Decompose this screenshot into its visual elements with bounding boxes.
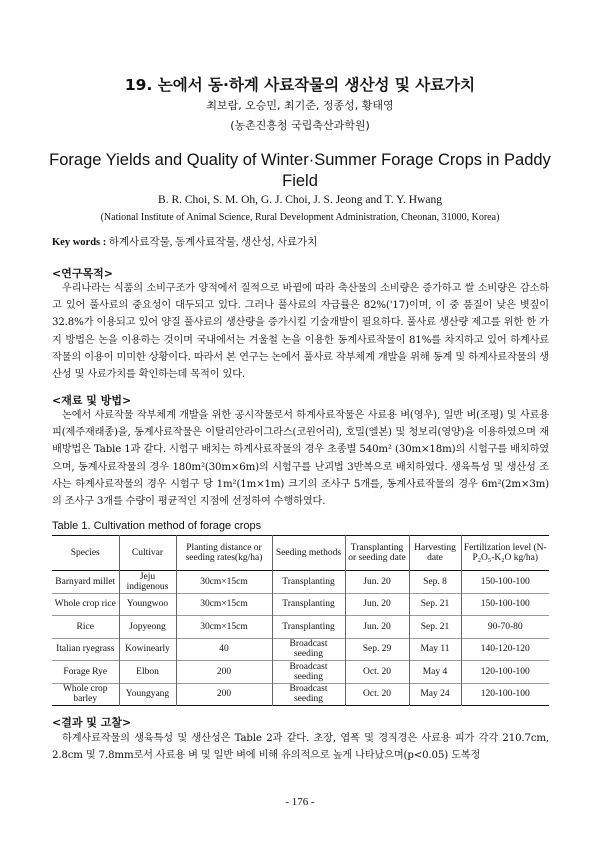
table-cell: Transplanting xyxy=(272,593,345,616)
table-cell: 40 xyxy=(176,638,272,661)
table-header: Harvesting date xyxy=(409,536,461,571)
table-cell: Youngyang xyxy=(119,683,176,706)
table-cell: Forage Rye xyxy=(52,661,119,684)
table-cell: 120-100-100 xyxy=(461,661,549,684)
cultivation-table xyxy=(52,535,549,706)
table-cell: 140-120-120 xyxy=(461,638,549,661)
keywords-list: 하계사료작물, 동계사료작물, 생산성, 사료가치 xyxy=(108,237,318,248)
table-cell: Rice xyxy=(52,616,119,639)
table-cell: 90-70-80 xyxy=(461,616,549,639)
table-header: Planting distance or seeding rates(kg/ha) xyxy=(176,536,272,571)
keywords-label: Key words : xyxy=(52,237,107,248)
table-cell: 150-100-100 xyxy=(461,571,549,594)
table-row xyxy=(52,683,549,706)
table-cell: 150-100-100 xyxy=(461,593,549,616)
table-header: Cultivar xyxy=(119,536,176,571)
table-cell: 30cm×15cm xyxy=(176,616,272,639)
table-cell: Sep. 29 xyxy=(345,638,409,661)
table-cell: Elbon xyxy=(119,661,176,684)
table-header: Transplanting or seeding date xyxy=(345,536,409,571)
table-cell: May 4 xyxy=(409,661,461,684)
table-cell: Sep. 21 xyxy=(409,616,461,639)
table-cell: Barnyard millet xyxy=(52,571,119,594)
table-cell: 120-100-100 xyxy=(461,683,549,706)
table-cell: Sep. 8 xyxy=(409,571,461,594)
table-row xyxy=(52,571,549,594)
korean-title: 19. 논에서 동·하계 사료작물의 생산성 및 사료가치 xyxy=(124,76,476,94)
table-caption: Table 1. Cultivation method of forage crops xyxy=(52,520,262,532)
english-authors: B. R. Choi, S. M. Oh, G. J. Choi, J. S. Jeong and T. Y. Hwang xyxy=(158,194,442,206)
english-affiliation: (National Institute of Animal Science, Rural Development Administration, Cheonan, 31000, Korea) xyxy=(100,212,500,223)
table-cell: 30cm×15cm xyxy=(176,571,272,594)
table-cell: Transplanting xyxy=(272,571,345,594)
section-text-purpose: 우리나라는 식품의 소비구조가 양적에서 질적으로 바뀜에 따라 축산물의 소비량은 증가하고 쌀 소비량은 감소하고 있어 풀사료의 중요성이 대두되고 있다. 그러나 풀사료의 자급률은 82%('17)이며, 이 중 품질이 낮은 볏짚이 32.8%가 이용되고 있어 양질 풀사료의 생산량을 증가시킬 기술개발이 필요하다. 풀사료 생산량 제고를 위한 한 가지 방법은 논을 이용하는 것이며 국내에서는 겨울철 논을 이용한 동계사료작물이 81%를 차지하고 있어 하계사료작물의 이용이 미미한 상황이다. 따라서 본 연구는 논에서 풀사료 작부체계 개발을 위해 동계 및 하계사료작물의 생산성 및 사료가치를 확인하는데 목적이 있다. xyxy=(52,283,549,381)
table-cell: Jun. 20 xyxy=(345,593,409,616)
table-cell: Sep. 21 xyxy=(409,593,461,616)
table-row xyxy=(52,661,549,684)
table-cell: Whole crop rice xyxy=(52,593,119,616)
page-number: - 176 - xyxy=(285,796,315,808)
table-cell: Jeju indigenous xyxy=(119,571,176,594)
table-cell: Whole crop barley xyxy=(52,683,119,706)
section-text-methods: 논에서 사료작물 작부체계 개발을 위한 공시작물로서 하계사료작물은 사료용 벼(영우), 일반 벼(조평) 및 사료용 피(제주재래종)을, 동계사료작물은 이탈리안라이그라스(코윈어리), 호밀(엘본) 및 청보리(영양)을 이용하였으며 재배방법은 Table 1과 같다. 시험구 배치는 하계사료작물의 경우 초종별 540m² (30m×18m)의 시험구를 배치하였으며, 동계사료작물의 경우 180m²(30m×6m)의 시험구를 난괴법 3반복으로 배치하였다. 생육특성 및 생산성 조사는 하계사료작물의 경우 시험구 당 1m²(1m×1m) 크기의 조사구 5개를, 동계사료작물의 경우 6m²(2m×3m)의 조사구 3개를 수량이 평균적인 지점에 선정하여 수행하였다. xyxy=(52,410,549,508)
table-cell: May 11 xyxy=(409,638,461,661)
table-cell: 30cm×15cm xyxy=(176,593,272,616)
table-cell: Kowinearly xyxy=(119,638,176,661)
table-row xyxy=(52,616,549,639)
keywords xyxy=(52,234,552,249)
table-cell: 200 xyxy=(176,683,272,706)
english-title: Forage Yields and Quality of Winter·Summer Forage Crops in Paddy Field xyxy=(49,151,551,190)
table-header: Species xyxy=(52,536,119,571)
table-cell: Italian ryegrass xyxy=(52,638,119,661)
table-cell: May 24 xyxy=(409,683,461,706)
table-row xyxy=(52,638,549,661)
section-text-results: 하계사료작물의 생육특성 및 생산성은 Table 2과 같다. 초장, 엽폭 및 경직경은 사료용 피가 각각 210.7cm, 2.8cm 및 7.8mm로서 사료용 벼 및 일반 벼에 비해 유의적으로 높게 나타났으며(p<0.05) 도복정 xyxy=(52,733,549,762)
table-cell: Jun. 20 xyxy=(345,616,409,639)
table-cell: Oct. 20 xyxy=(345,683,409,706)
table-cell: Broadcast seeding xyxy=(272,638,345,661)
table-cell: Jopyeong xyxy=(119,616,176,639)
table-cell: Transplanting xyxy=(272,616,345,639)
table-cell: Jun. 20 xyxy=(345,571,409,594)
korean-authors: 최보람, 오승민, 최기준, 정종성, 황태영 xyxy=(206,99,394,112)
korean-affiliation: (농촌진흥청 국립축산과학원) xyxy=(230,119,370,132)
section-heading-methods: <재료 및 방법> xyxy=(52,394,132,407)
section-heading-results: <결과 및 고찰> xyxy=(52,716,132,729)
table-header-row xyxy=(52,536,549,571)
table-header: Fertilization level (N-P₂O₅-K₂O kg/ha) xyxy=(461,536,549,571)
table-cell: Oct. 20 xyxy=(345,661,409,684)
table-cell: Youngwoo xyxy=(119,593,176,616)
table-cell: Broadcast seeding xyxy=(272,683,345,706)
section-heading-purpose: <연구목적> xyxy=(52,267,113,280)
table-cell: Broadcast seeding xyxy=(272,661,345,684)
table-row xyxy=(52,593,549,616)
table-header: Seeding methods xyxy=(272,536,345,571)
table-cell: 200 xyxy=(176,661,272,684)
